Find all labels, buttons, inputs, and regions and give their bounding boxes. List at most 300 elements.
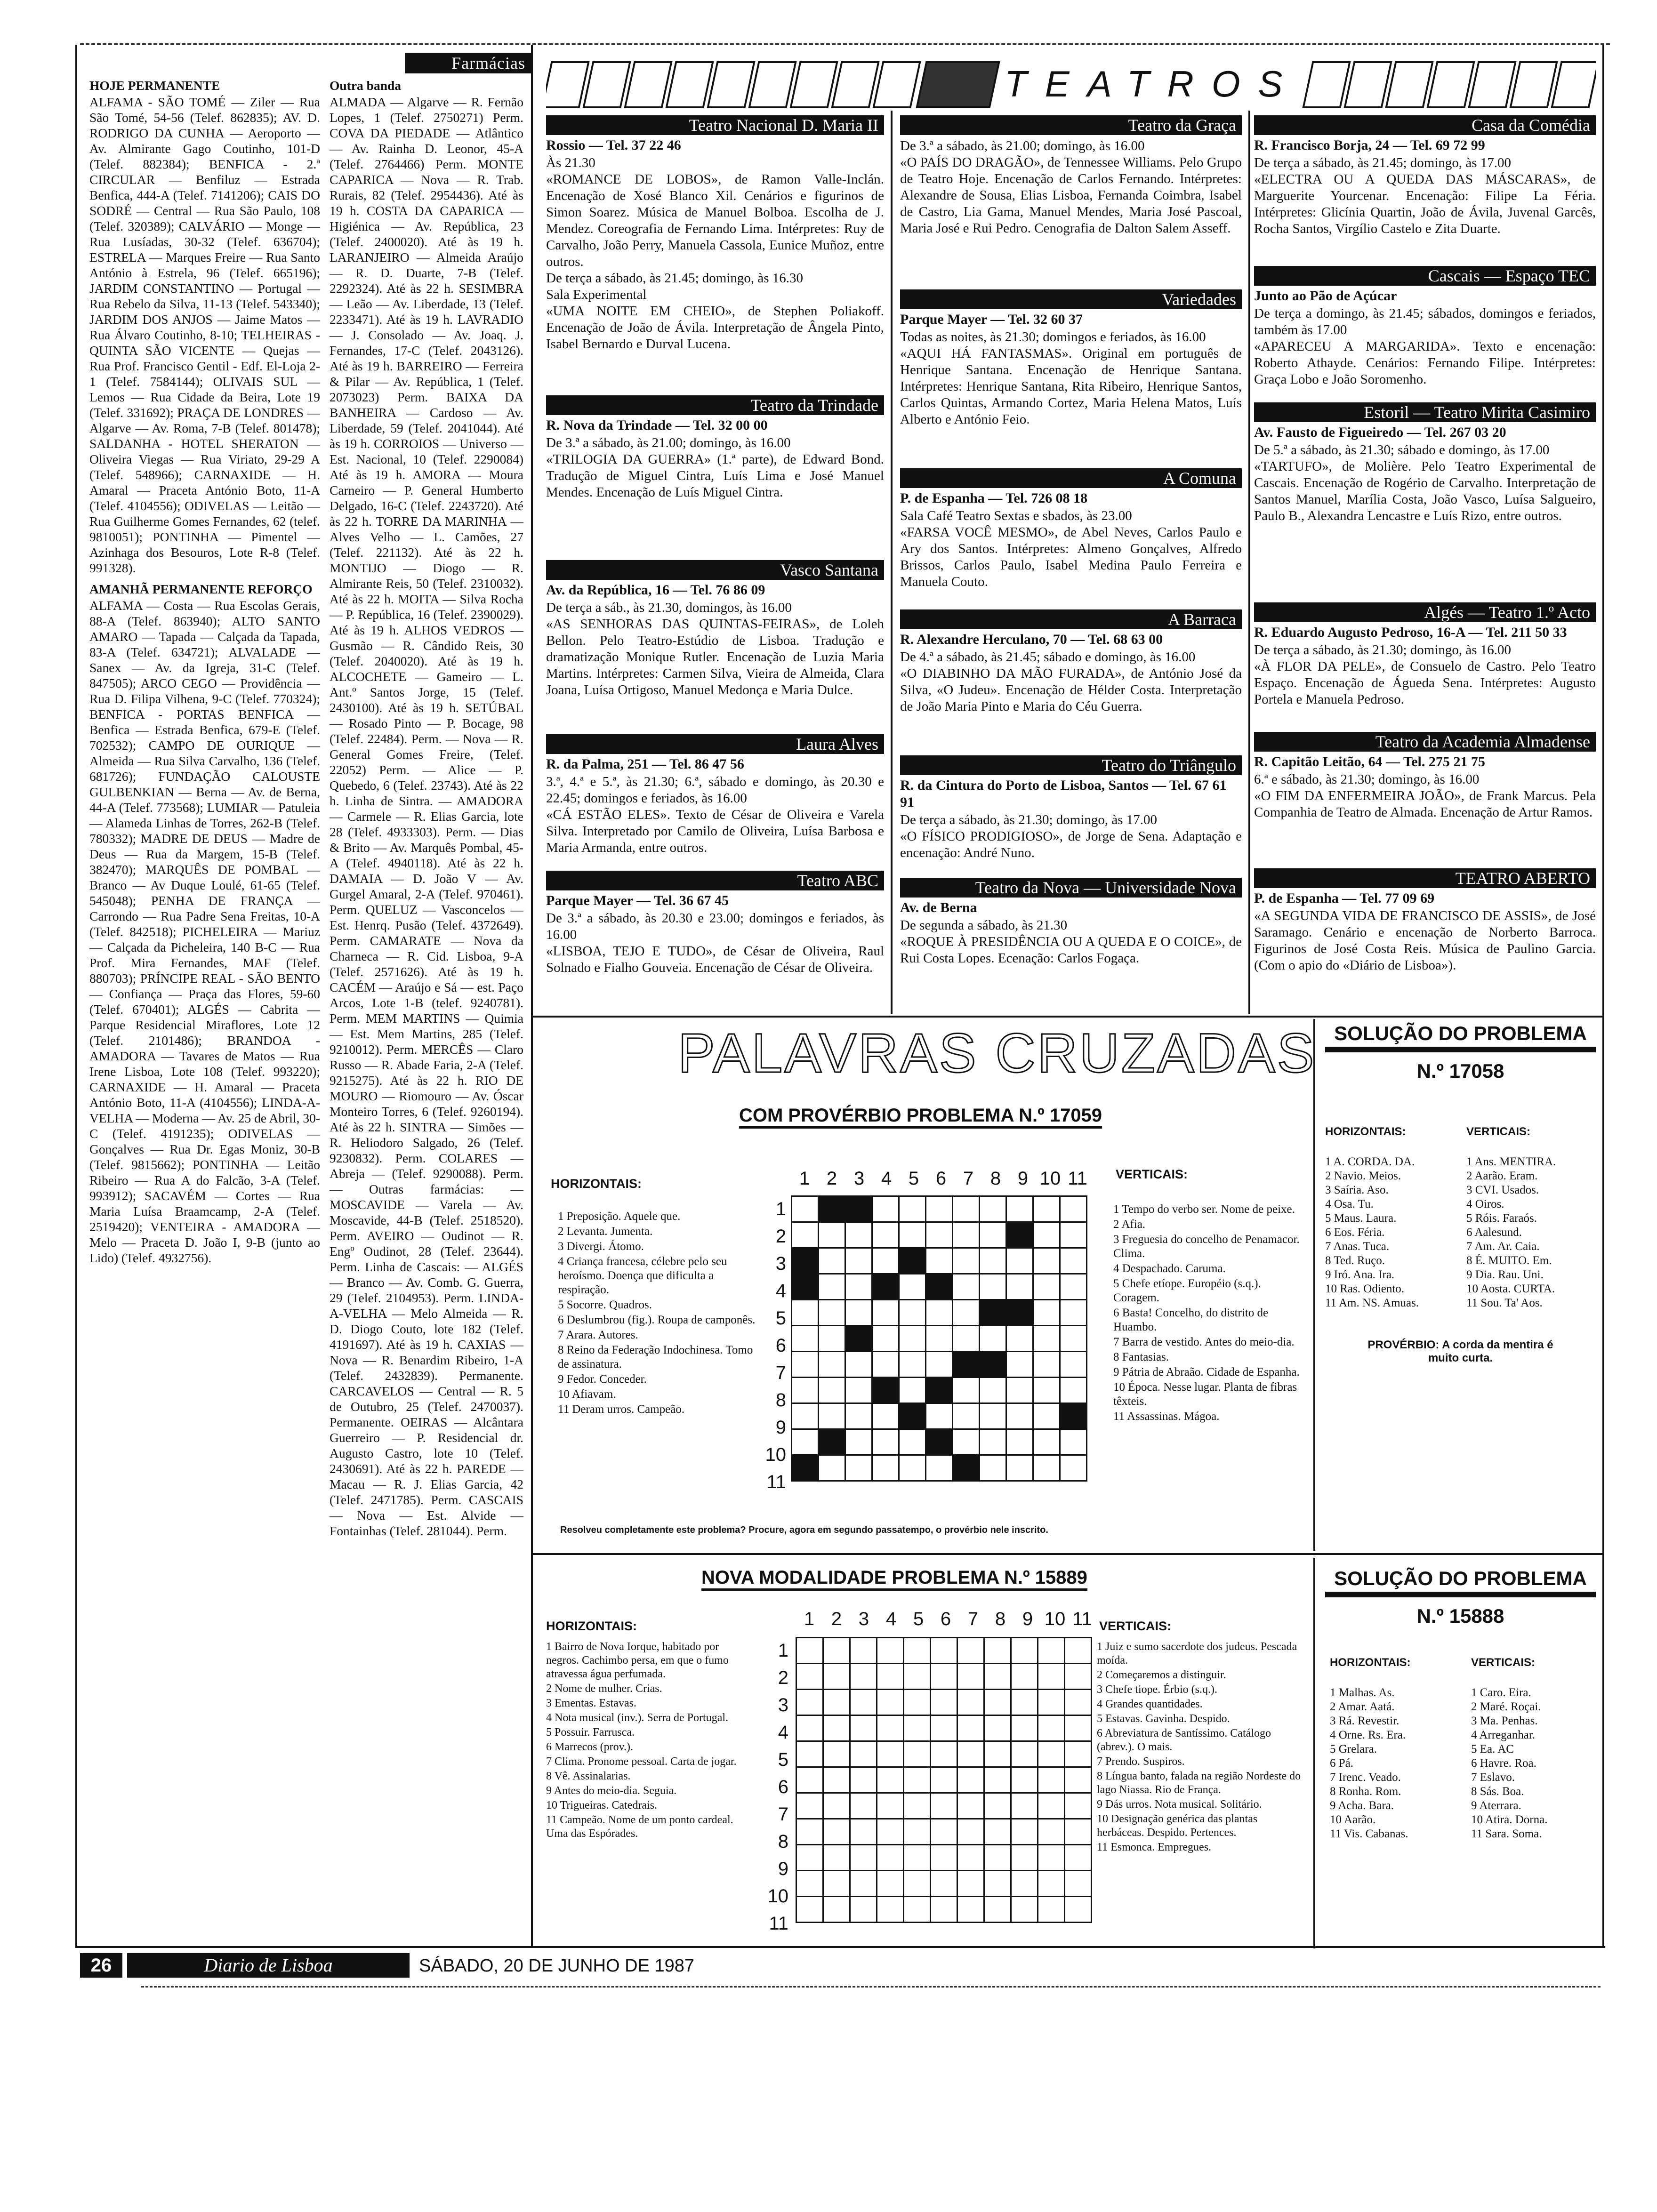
grid-cell[interactable] xyxy=(823,1741,850,1767)
grid-cell[interactable] xyxy=(877,1845,904,1871)
theatre-name: Teatro da Academia Almadense xyxy=(1254,732,1596,752)
grid-cell[interactable] xyxy=(1060,1455,1087,1481)
solution-title: SOLUÇÃO DO PROBLEMA xyxy=(1334,1022,1587,1044)
grid-cell[interactable] xyxy=(926,1326,953,1352)
grid-cell[interactable] xyxy=(796,1767,823,1793)
grid-cell[interactable] xyxy=(980,1455,1006,1481)
grid-cell[interactable] xyxy=(850,1897,877,1923)
grid-cell[interactable] xyxy=(1033,1300,1060,1326)
grid-cell[interactable] xyxy=(850,1793,877,1819)
grid-cell[interactable] xyxy=(1006,1378,1033,1403)
grid-cell[interactable] xyxy=(792,1352,819,1378)
grid-cell[interactable] xyxy=(904,1819,931,1845)
grid-cell[interactable] xyxy=(796,1793,823,1819)
grid-cell[interactable] xyxy=(823,1690,850,1715)
grid-cell[interactable] xyxy=(904,1715,931,1741)
grid-cell[interactable] xyxy=(792,1222,819,1248)
grid-cell[interactable] xyxy=(931,1819,957,1845)
grid-cell[interactable] xyxy=(796,1845,823,1871)
clue: 4 Grandes quantidades. xyxy=(1097,1698,1203,1710)
grid-cell[interactable] xyxy=(926,1403,953,1429)
grid-cell[interactable] xyxy=(823,1767,850,1793)
grid-cell[interactable] xyxy=(899,1222,926,1248)
grid-cell[interactable] xyxy=(904,1793,931,1819)
grid-cell[interactable] xyxy=(850,1767,877,1793)
grid-cell[interactable] xyxy=(926,1300,953,1326)
grid-cell[interactable] xyxy=(931,1741,957,1767)
grid-cell[interactable] xyxy=(872,1429,899,1455)
theatre-address: R. da Palma, 251 — Tel. 86 47 56 xyxy=(546,756,744,772)
grid-cell[interactable] xyxy=(980,1403,1006,1429)
grid-cell[interactable] xyxy=(823,1845,850,1871)
grid-cell[interactable] xyxy=(1038,1871,1065,1897)
grid-cell[interactable] xyxy=(845,1196,872,1222)
grid-cell[interactable] xyxy=(931,1897,957,1923)
grid-cell[interactable] xyxy=(899,1274,926,1300)
grid-cell[interactable] xyxy=(957,1767,984,1793)
grid-cell[interactable] xyxy=(845,1248,872,1274)
grid-cell[interactable] xyxy=(1033,1196,1060,1222)
grid-cell[interactable] xyxy=(819,1196,845,1222)
crossword-grid-nova[interactable] xyxy=(796,1637,1092,1923)
grid-cell[interactable] xyxy=(1060,1326,1087,1352)
clue: 5 Chefe etíope. Européio (s.q.). Coragem. xyxy=(1113,1277,1261,1304)
grid-cell[interactable] xyxy=(1060,1196,1087,1222)
grid-cell[interactable] xyxy=(984,1638,1011,1664)
grid-cell[interactable] xyxy=(845,1274,872,1300)
grid-cell[interactable] xyxy=(845,1222,872,1248)
grid-cell[interactable] xyxy=(819,1429,845,1455)
theatre-block xyxy=(900,755,1242,878)
grid-cell[interactable] xyxy=(796,1638,823,1664)
grid-cell[interactable] xyxy=(953,1248,980,1274)
grid-cell[interactable] xyxy=(872,1274,899,1300)
grid-cell[interactable] xyxy=(1038,1715,1065,1741)
grid-cell[interactable] xyxy=(819,1248,845,1274)
nova-modalidade-subtitle: NOVA MODALIDADE PROBLEMA N.º 15889 xyxy=(701,1567,1087,1591)
grid-cell[interactable] xyxy=(980,1300,1006,1326)
grid-cell[interactable] xyxy=(904,1690,931,1715)
grid-cell[interactable] xyxy=(953,1300,980,1326)
grid-cell[interactable] xyxy=(957,1741,984,1767)
clue: 3 Ementas. Estavas. xyxy=(546,1697,636,1709)
grid-cell[interactable] xyxy=(899,1429,926,1455)
grid-cell[interactable] xyxy=(984,1767,1011,1793)
grid-cell[interactable] xyxy=(1011,1819,1038,1845)
theatre-col-divider-2 xyxy=(1248,111,1250,1014)
grid-cell[interactable] xyxy=(980,1248,1006,1274)
theatre-listing: Às 21.30 «ROMANCE DE LOBOS», de Ramon Valle-Inclán. Encenação de Xosé Blanco Xil. Cenários e figurinos de Simon Soarez. Música de Manuel Bolboa. Escolha de J. Mendez. Coreografia de Fernando Lima. Intérpretes: Ruy de Carvalho, João Perry, Manuela Cassola, Eunice Muñoz, entre outros. De terça a sábado, às 21.45; domingo, às 16.30 Sala Experimental «UMA NOITE EM CHEIO», de Stephen Poliakoff. Encenação de João de Ávila. Interpretação de Ângela Pinto, Isabel Bernardo e Durval Lucena. xyxy=(546,155,884,352)
grid-cell[interactable] xyxy=(792,1274,819,1300)
grid-cell[interactable] xyxy=(850,1715,877,1741)
grid-cell[interactable] xyxy=(984,1690,1011,1715)
grid-cell[interactable] xyxy=(872,1248,899,1274)
grid-cell[interactable] xyxy=(980,1429,1006,1455)
grid-cell[interactable] xyxy=(823,1819,850,1845)
clue: 10 Época. Nesse lugar. Planta de fibras têxteis. xyxy=(1113,1381,1297,1408)
theatre-address: R. Capitão Leitão, 64 — Tel. 275 21 75 xyxy=(1254,754,1485,769)
grid-cell[interactable] xyxy=(980,1222,1006,1248)
grid-cell[interactable] xyxy=(792,1455,819,1481)
grid-cell[interactable] xyxy=(796,1897,823,1923)
grid-cell[interactable] xyxy=(953,1274,980,1300)
grid-cell[interactable] xyxy=(792,1403,819,1429)
grid-cell[interactable] xyxy=(796,1664,823,1690)
verticais-label: VERTICAIS: xyxy=(1116,1167,1188,1181)
grid-cell[interactable] xyxy=(1006,1352,1033,1378)
grid-cell[interactable] xyxy=(931,1871,957,1897)
grid-cell[interactable] xyxy=(1065,1871,1092,1897)
grid-cell[interactable] xyxy=(953,1196,980,1222)
grid-cell[interactable] xyxy=(1033,1274,1060,1300)
grid-cell[interactable] xyxy=(899,1378,926,1403)
grid-cell[interactable] xyxy=(957,1638,984,1664)
grid-cell[interactable] xyxy=(845,1326,872,1352)
bottom-frame xyxy=(75,1946,1605,1948)
grid-cell[interactable] xyxy=(1033,1222,1060,1248)
grid-cell[interactable] xyxy=(953,1455,980,1481)
grid-cell[interactable] xyxy=(904,1897,931,1923)
theatre-listing: De 5.ª a sábado, às 21.30; sábado e domingo, às 17.00 «TARTUFO», de Molière. Pelo Teatro Experimental de Cascais. Encenação de Rogério de Carvalho. Interpretação de Santos Manuel, Marília Costa, João Vasco, Luísa Salgueiro, Paulo B., Alexandra Lencastre e Luís Rizo, entre outros. xyxy=(1254,442,1596,523)
clue: 9 Pátria de Abraão. Cidade de Espanha. xyxy=(1113,1366,1300,1378)
outra-banda-heading: Outra banda xyxy=(330,78,402,93)
grid-cell[interactable] xyxy=(904,1845,931,1871)
grid-cell[interactable] xyxy=(931,1690,957,1715)
grid-cell[interactable] xyxy=(984,1871,1011,1897)
solution-divider-1 xyxy=(1313,1019,1315,1551)
grid-cell[interactable] xyxy=(953,1326,980,1352)
grid-cell[interactable] xyxy=(904,1664,931,1690)
grid-cell[interactable] xyxy=(926,1274,953,1300)
grid-cell[interactable] xyxy=(1060,1403,1087,1429)
clue: 2 Nome de mulher. Crias. xyxy=(546,1683,662,1695)
grid-cell[interactable] xyxy=(931,1793,957,1819)
grid-cell[interactable] xyxy=(872,1300,899,1326)
grid-cell[interactable] xyxy=(957,1715,984,1741)
nova-horizontais-clues xyxy=(546,1640,748,1842)
clue: 11 Assassinas. Mágoa. xyxy=(1113,1410,1220,1423)
grid-cell[interactable] xyxy=(1011,1690,1038,1715)
theatre-name: Teatro da Nova — Universidade Nova xyxy=(900,878,1242,898)
grid-cell[interactable] xyxy=(1033,1429,1060,1455)
grid-cell[interactable] xyxy=(796,1715,823,1741)
grid-cell[interactable] xyxy=(953,1429,980,1455)
grid-cell[interactable] xyxy=(926,1378,953,1403)
grid-cell[interactable] xyxy=(877,1741,904,1767)
grid-cell[interactable] xyxy=(1006,1196,1033,1222)
grid-cell[interactable] xyxy=(984,1845,1011,1871)
grid-cell[interactable] xyxy=(1065,1664,1092,1690)
grid-cell[interactable] xyxy=(792,1429,819,1455)
grid-cell[interactable] xyxy=(796,1819,823,1845)
grid-cell[interactable] xyxy=(957,1871,984,1897)
clue: 3 Divergi. Átomo. xyxy=(558,1240,644,1253)
grid-cell[interactable] xyxy=(980,1274,1006,1300)
grid-cell[interactable] xyxy=(1033,1378,1060,1403)
grid-cell[interactable] xyxy=(850,1664,877,1690)
grid-cell[interactable] xyxy=(984,1715,1011,1741)
grid-cell[interactable] xyxy=(1038,1664,1065,1690)
grid-cell[interactable] xyxy=(1060,1352,1087,1378)
grid-cell[interactable] xyxy=(957,1690,984,1715)
grid-cell[interactable] xyxy=(953,1352,980,1378)
grid-cell[interactable] xyxy=(877,1638,904,1664)
farmacias-outra-banda-list: ALMADA — Algarve — R. Fernão Lopes, 1 (Telef. 2750271) Perm. COVA DA PIEDADE — Atlântico — Av. Rainha D. Leonor, 45-A (Telef. 2764466) Perm. MONTE CAPARICA — Nova — R. Trab. Rurais, 82 (Telef. 2954436). Até às 19 h. COSTA DA CAPARICA — Higiénica — Av. República, 23 (Telef. 2400020). Até às 19 h. LARANJEIRO — Almeida Araújo — R. D. Duarte, 7-B (Telef. 2292324). Até às 22 h. SESIMBRA — Leão — Av. Liberdade, 13 (Telef. 2233471). Até às 19 h. LAVRADIO — J. Consolado — Av. Joaq. J. Fernandes, 17-C (Telef. 2043126). Até às 19 h. BARREIRO — Ferreira & Pilar — Av. República, 1 (Telef. 2073023) Perm. BAIXA DA BANHEIRA — Cardoso — Av. Liberdade, 59 (Telef. 2041044). Até às 19 h. CORROIOS — Universo — Est. Nacional, 10 (Telef. 2290084) Até às 19 h. AMORA — Moura Carneiro — P. General Humberto Delgado, 16-C (Telef. 2243720). Até às 22 h. TORRE DA MARINHA — Alves Velho — L. Camões, 27 (Telef. 221132). Até às 22 h. MONTIJO — Diogo — R. Almirante Reis, 50 (Telef. 2310032). Até às 22 h. MOITA — Silva Rocha — P. República, 16 (Telef. 2390029). Até às 19 h. ALHOS VEDROS — Gusmão — R. Cândido Reis, 30 (Telef. 2040020). Até às 19 h. ALCOCHETE — Gameiro — L. Ant.º Santos Jorge, 15 (Telef. 2430100). Até às 19 h. SETÚBAL — Rosado Pinto — P. Bocage, 98 (Telef. 22484). Perm. — Nova — R. General Gomes Freire, (Telef. 22052) Perm. — Alice — P. Quebedo, 6 (Telef. 23743). Até às 22 h. Linha de Sintra. — AMADORA — Carmele — R. Elias Garcia, lote 28 (Telef. 4933303). Perm. — Dias & Brito — Av. Marquês Pombal, 45-A (Telef. 4940118). Até às 22 h. DAMAIA — D. João V — Av. Gurgel Amaral, 2-A (Telef. 970461). Perm. QUELUZ — Vasconcelos — Est. Henrq. Pusão (Telef. 4372649). Perm. CAMARATE — Nova da Charneca — R. Cid. Lisboa, 9-A (Telef. 2571626). Até às 19 h. CACÉM — Araújo e Sá — est. Paço Arcos, Lote 1-B (telef. 9240781). Perm. MEM MARTINS — Quimia — Est. Mem Martins, 285 (Telef. 9210012). Perm. MERCÊS — Claro Russo — R. Abade Faria, 2-A (Telef. 9215275). Até às 22 h. RIO DE MOURO — Riomouro — Av. Óscar Monteiro Torres, 6 (Telef. 9260194). Até às 22 h. SINTRA — Simões — R. Heliodoro Salgado, 26 (Telef. 9230832). Perm. COLARES — Abreja — (Telef. 9290088). Perm. — Outras farmácias: — MOSCAVIDE — Varela — Av. Moscavide, 44-B (Telef. 2518520). Perm. AVEIRO — Oudinot — R. Engº Oudinot, 28 (Telef. 23644). Perm. Linha de Cascais: — ALGÉS — Branco — Av. Comb. G. Guerra, 29 (Telef. 2104953). Perm. LINDA-A-VELHA — Melo Almeida — R. D. Diogo Couto, lote 182 (Telef. 4191697). Até às 19 h. CAXIAS — Nova — R. Benardim Ribeiro, 1-A (Telef. 2432839). Permanente. CARCAVELOS — Central — R. 5 de Outubro, 25 (Telef. 2470037). Permanente. OEIRAS — Alcântara Guerreiro — P. Residencial dr. Augusto Castro, lote 10 (Telef. 2430691). Até às 22 h. PAREDE — Macau — R. J. Elias Garcia, 42 (Telef. 2471785). Perm. CASCAIS — Nova — Est. Alvide — Fontainhas (Telef. 281044). Perm. xyxy=(330,95,523,1538)
theatre-name: Estoril — Teatro Mirita Casimiro xyxy=(1254,402,1596,422)
clue: 9 Dás urros. Nota musical. Solitário. xyxy=(1097,1798,1262,1811)
grid-cell[interactable] xyxy=(926,1222,953,1248)
clue: 11 Deram urros. Campeão. xyxy=(558,1403,685,1416)
grid-cell[interactable] xyxy=(1038,1767,1065,1793)
grid-cell[interactable] xyxy=(1065,1897,1092,1923)
grid-cell[interactable] xyxy=(819,1352,845,1378)
grid-cell[interactable] xyxy=(926,1429,953,1455)
grid-cell[interactable] xyxy=(819,1455,845,1481)
grid-cell[interactable] xyxy=(1006,1300,1033,1326)
grid-cell[interactable] xyxy=(1006,1403,1033,1429)
grid-cell[interactable] xyxy=(931,1767,957,1793)
grid-cell[interactable] xyxy=(850,1871,877,1897)
grid-cell[interactable] xyxy=(1033,1455,1060,1481)
grid-cell[interactable] xyxy=(1011,1715,1038,1741)
grid-cell[interactable] xyxy=(872,1326,899,1352)
grid-cell[interactable] xyxy=(984,1897,1011,1923)
grid-cell[interactable] xyxy=(1038,1638,1065,1664)
clue: 7 Barra de vestido. Antes do meio-dia. xyxy=(1113,1336,1295,1348)
grid-cell[interactable] xyxy=(980,1326,1006,1352)
grid-cell[interactable] xyxy=(796,1690,823,1715)
grid-cell[interactable] xyxy=(980,1196,1006,1222)
puzzle-footer-note: Resolveu completamente este problema? Procure, agora em segundo passatempo, o provérbio nele inscrito. xyxy=(560,1525,1048,1535)
grid-cell[interactable] xyxy=(1006,1429,1033,1455)
grid-cell[interactable] xyxy=(904,1638,931,1664)
grid-cell[interactable] xyxy=(1011,1664,1038,1690)
grid-cell[interactable] xyxy=(1038,1793,1065,1819)
grid-cell[interactable] xyxy=(845,1352,872,1378)
clue: 2 Levanta. Jumenta. xyxy=(558,1225,653,1238)
grid-cell[interactable] xyxy=(792,1378,819,1403)
grid-cell[interactable] xyxy=(872,1455,899,1481)
grid-cell[interactable] xyxy=(980,1378,1006,1403)
grid-cell[interactable] xyxy=(957,1793,984,1819)
grid-cell[interactable] xyxy=(845,1455,872,1481)
grid-cell[interactable] xyxy=(904,1741,931,1767)
grid-cell[interactable] xyxy=(957,1897,984,1923)
grid-cell[interactable] xyxy=(850,1741,877,1767)
grid-cell[interactable] xyxy=(953,1222,980,1248)
grid-cell[interactable] xyxy=(957,1819,984,1845)
grid-cell[interactable] xyxy=(899,1352,926,1378)
grid-cell[interactable] xyxy=(1065,1715,1092,1741)
grid-cell[interactable] xyxy=(953,1403,980,1429)
grid-cell[interactable] xyxy=(819,1378,845,1403)
grid-cell[interactable] xyxy=(1011,1897,1038,1923)
theatre-address: Parque Mayer — Tel. 36 67 45 xyxy=(546,893,729,908)
clue: 4 Despachado. Caruma. xyxy=(1113,1262,1226,1275)
grid-cell[interactable] xyxy=(1065,1690,1092,1715)
grid-cell[interactable] xyxy=(850,1638,877,1664)
theatre-block xyxy=(900,115,1242,289)
theatre-address: Av. Fausto de Figueiredo — Tel. 267 03 20 xyxy=(1254,425,1506,440)
grid-cell[interactable] xyxy=(899,1196,926,1222)
grid-cell[interactable] xyxy=(1065,1845,1092,1871)
grid-cell[interactable] xyxy=(984,1741,1011,1767)
grid-cell[interactable] xyxy=(845,1403,872,1429)
grid-cell[interactable] xyxy=(845,1378,872,1403)
grid-cell[interactable] xyxy=(1065,1767,1092,1793)
grid-cell[interactable] xyxy=(845,1429,872,1455)
grid-cell[interactable] xyxy=(899,1248,926,1274)
theatre-address: R. Eduardo Augusto Pedroso, 16-A — Tel. 211 50 33 xyxy=(1254,625,1567,640)
grid-cell[interactable] xyxy=(953,1378,980,1403)
theatre-name: A Barraca xyxy=(900,609,1242,629)
grid-cell[interactable] xyxy=(877,1767,904,1793)
solution-divider-2 xyxy=(1313,1558,1315,1948)
grid-cell[interactable] xyxy=(1038,1741,1065,1767)
theatre-column-3 xyxy=(1254,115,1596,974)
grid-cell[interactable] xyxy=(899,1326,926,1352)
grid-cell[interactable] xyxy=(1006,1274,1033,1300)
grid-cell[interactable] xyxy=(819,1300,845,1326)
grid-cell[interactable] xyxy=(899,1455,926,1481)
grid-cell[interactable] xyxy=(1060,1300,1087,1326)
crossword-grid-proverb[interactable] xyxy=(791,1195,1087,1482)
grid-cell[interactable] xyxy=(850,1845,877,1871)
farmacias-column-2 xyxy=(330,78,523,1539)
grid-cell[interactable] xyxy=(980,1352,1006,1378)
grid-cell[interactable] xyxy=(899,1403,926,1429)
theatre-listing: De terça a sábado, às 21.30; domingo, às 16.00 «À FLOR DA PELE», de Consuelo de Castro. Pelo Teatro Espaço. Encenação de Águeda Sena. Intérpretes: Augusto Portela e Manuela Pedroso. xyxy=(1254,642,1596,707)
grid-cell[interactable] xyxy=(1065,1819,1092,1845)
theatre-address: Parque Mayer — Tel. 32 60 37 xyxy=(900,312,1083,327)
grid-cell[interactable] xyxy=(931,1845,957,1871)
grid-cell[interactable] xyxy=(823,1897,850,1923)
grid-cell[interactable] xyxy=(926,1455,953,1481)
right-frame xyxy=(1602,45,1604,1946)
solution-horizontais: HORIZONTAIS: 1 Malhas. As. 2 Amar. Aatá. 3 Rá. Revestir. 4 Orne. Rs. Era. 5 Grelara. 6 Pá. 7 Irenc. Veado. 8 Ronha. Rom. 9 Acha. Bara. 10 Aarão. 11 Vis. Cabanas. xyxy=(1330,1656,1411,1840)
grid-cell[interactable] xyxy=(1006,1455,1033,1481)
grid-cell[interactable] xyxy=(1065,1793,1092,1819)
grid-cell[interactable] xyxy=(1038,1690,1065,1715)
grid-cell[interactable] xyxy=(872,1222,899,1248)
grid-cell[interactable] xyxy=(877,1871,904,1897)
grid-cell[interactable] xyxy=(1011,1845,1038,1871)
grid-cell[interactable] xyxy=(819,1274,845,1300)
grid-cell[interactable] xyxy=(872,1196,899,1222)
grid-cell[interactable] xyxy=(926,1196,953,1222)
grid-cell[interactable] xyxy=(796,1871,823,1897)
grid-cell[interactable] xyxy=(1006,1222,1033,1248)
grid-cell[interactable] xyxy=(877,1690,904,1715)
grid-cell[interactable] xyxy=(819,1222,845,1248)
grid-cell[interactable] xyxy=(1038,1845,1065,1871)
theatre-listing: Sala Café Teatro Sextas e sbados, às 23.00 «FARSA VOCÊ MESMO», de Abel Neves, Carlos Paulo e Ary dos Santos. Intérpretes: Almeno Gonçalves, Alfredo Brissos, Carlos Paulo, Isabel Medina Paulo Ferreira e Manuela Couto. xyxy=(900,508,1242,589)
grid-cell[interactable] xyxy=(1011,1871,1038,1897)
grid-cell[interactable] xyxy=(1060,1248,1087,1274)
grid-cell[interactable] xyxy=(823,1871,850,1897)
grid-cell[interactable] xyxy=(819,1403,845,1429)
grid-cell[interactable] xyxy=(931,1638,957,1664)
grid-cell[interactable] xyxy=(850,1819,877,1845)
grid-cell[interactable] xyxy=(792,1300,819,1326)
grid-cell[interactable] xyxy=(904,1871,931,1897)
grid-cell[interactable] xyxy=(1006,1326,1033,1352)
grid-cell[interactable] xyxy=(957,1845,984,1871)
grid-cell[interactable] xyxy=(792,1196,819,1222)
grid-cell[interactable] xyxy=(1011,1793,1038,1819)
grid-cell[interactable] xyxy=(872,1378,899,1403)
grid-cell[interactable] xyxy=(899,1300,926,1326)
grid-cell[interactable] xyxy=(823,1793,850,1819)
grid-cell[interactable] xyxy=(877,1897,904,1923)
grid-cell[interactable] xyxy=(823,1638,850,1664)
grid-cell[interactable] xyxy=(1033,1326,1060,1352)
grid-cell[interactable] xyxy=(872,1403,899,1429)
grid-cell[interactable] xyxy=(1060,1429,1087,1455)
grid-cell[interactable] xyxy=(926,1248,953,1274)
grid-cell[interactable] xyxy=(984,1819,1011,1845)
grid-cell[interactable] xyxy=(877,1715,904,1741)
grid-cell[interactable] xyxy=(823,1715,850,1741)
clue: 9 Fedor. Conceder. xyxy=(558,1373,647,1386)
theatre-block xyxy=(900,468,1242,609)
grid-cell[interactable] xyxy=(1033,1248,1060,1274)
grid-cell[interactable] xyxy=(931,1664,957,1690)
grid-cell[interactable] xyxy=(931,1715,957,1741)
grid-cell[interactable] xyxy=(872,1352,899,1378)
grid-cell[interactable] xyxy=(1060,1378,1087,1403)
grid-cell[interactable] xyxy=(1065,1741,1092,1767)
grid-cell[interactable] xyxy=(845,1300,872,1326)
grid-cell[interactable] xyxy=(1011,1767,1038,1793)
theatre-block xyxy=(1254,868,1596,974)
theatre-block xyxy=(900,878,1242,967)
grid-cell[interactable] xyxy=(792,1248,819,1274)
theatre-address: R. Alexandre Herculano, 70 — Tel. 68 63 00 xyxy=(900,632,1163,647)
grid-cell[interactable] xyxy=(1060,1222,1087,1248)
grid-cell[interactable] xyxy=(877,1664,904,1690)
grid-cell[interactable] xyxy=(796,1741,823,1767)
grid-cell[interactable] xyxy=(819,1326,845,1352)
grid-cell[interactable] xyxy=(1011,1638,1038,1664)
theatre-address: R. Francisco Borja, 24 — Tel. 69 72 99 xyxy=(1254,137,1485,153)
grid-cell[interactable] xyxy=(877,1793,904,1819)
clue: 2 Afia. xyxy=(1113,1218,1146,1231)
clue: 5 Possuir. Farrusca. xyxy=(546,1726,635,1739)
grid-cell[interactable] xyxy=(1006,1248,1033,1274)
grid-cell[interactable] xyxy=(984,1793,1011,1819)
farmacia-divider xyxy=(531,45,533,1946)
grid-cell[interactable] xyxy=(984,1664,1011,1690)
grid-cell[interactable] xyxy=(1011,1741,1038,1767)
grid-cell[interactable] xyxy=(850,1690,877,1715)
grid-cell[interactable] xyxy=(1038,1897,1065,1923)
grid-cell[interactable] xyxy=(904,1767,931,1793)
grid-cell[interactable] xyxy=(1038,1819,1065,1845)
grid-cell[interactable] xyxy=(1033,1352,1060,1378)
grid-cell[interactable] xyxy=(926,1352,953,1378)
grid-cell[interactable] xyxy=(1033,1403,1060,1429)
grid-cell[interactable] xyxy=(1060,1274,1087,1300)
grid-cell[interactable] xyxy=(823,1664,850,1690)
grid-cell[interactable] xyxy=(877,1819,904,1845)
grid-cell[interactable] xyxy=(957,1664,984,1690)
nova-horizontais-label: HORIZONTAIS: xyxy=(546,1619,637,1633)
clue: 7 Clima. Pronome pessoal. Carta de jogar. xyxy=(546,1755,737,1768)
grid-cell[interactable] xyxy=(792,1326,819,1352)
hoje-permanente-heading: HOJE PERMANENTE xyxy=(89,78,220,93)
grid-cell[interactable] xyxy=(1065,1638,1092,1664)
